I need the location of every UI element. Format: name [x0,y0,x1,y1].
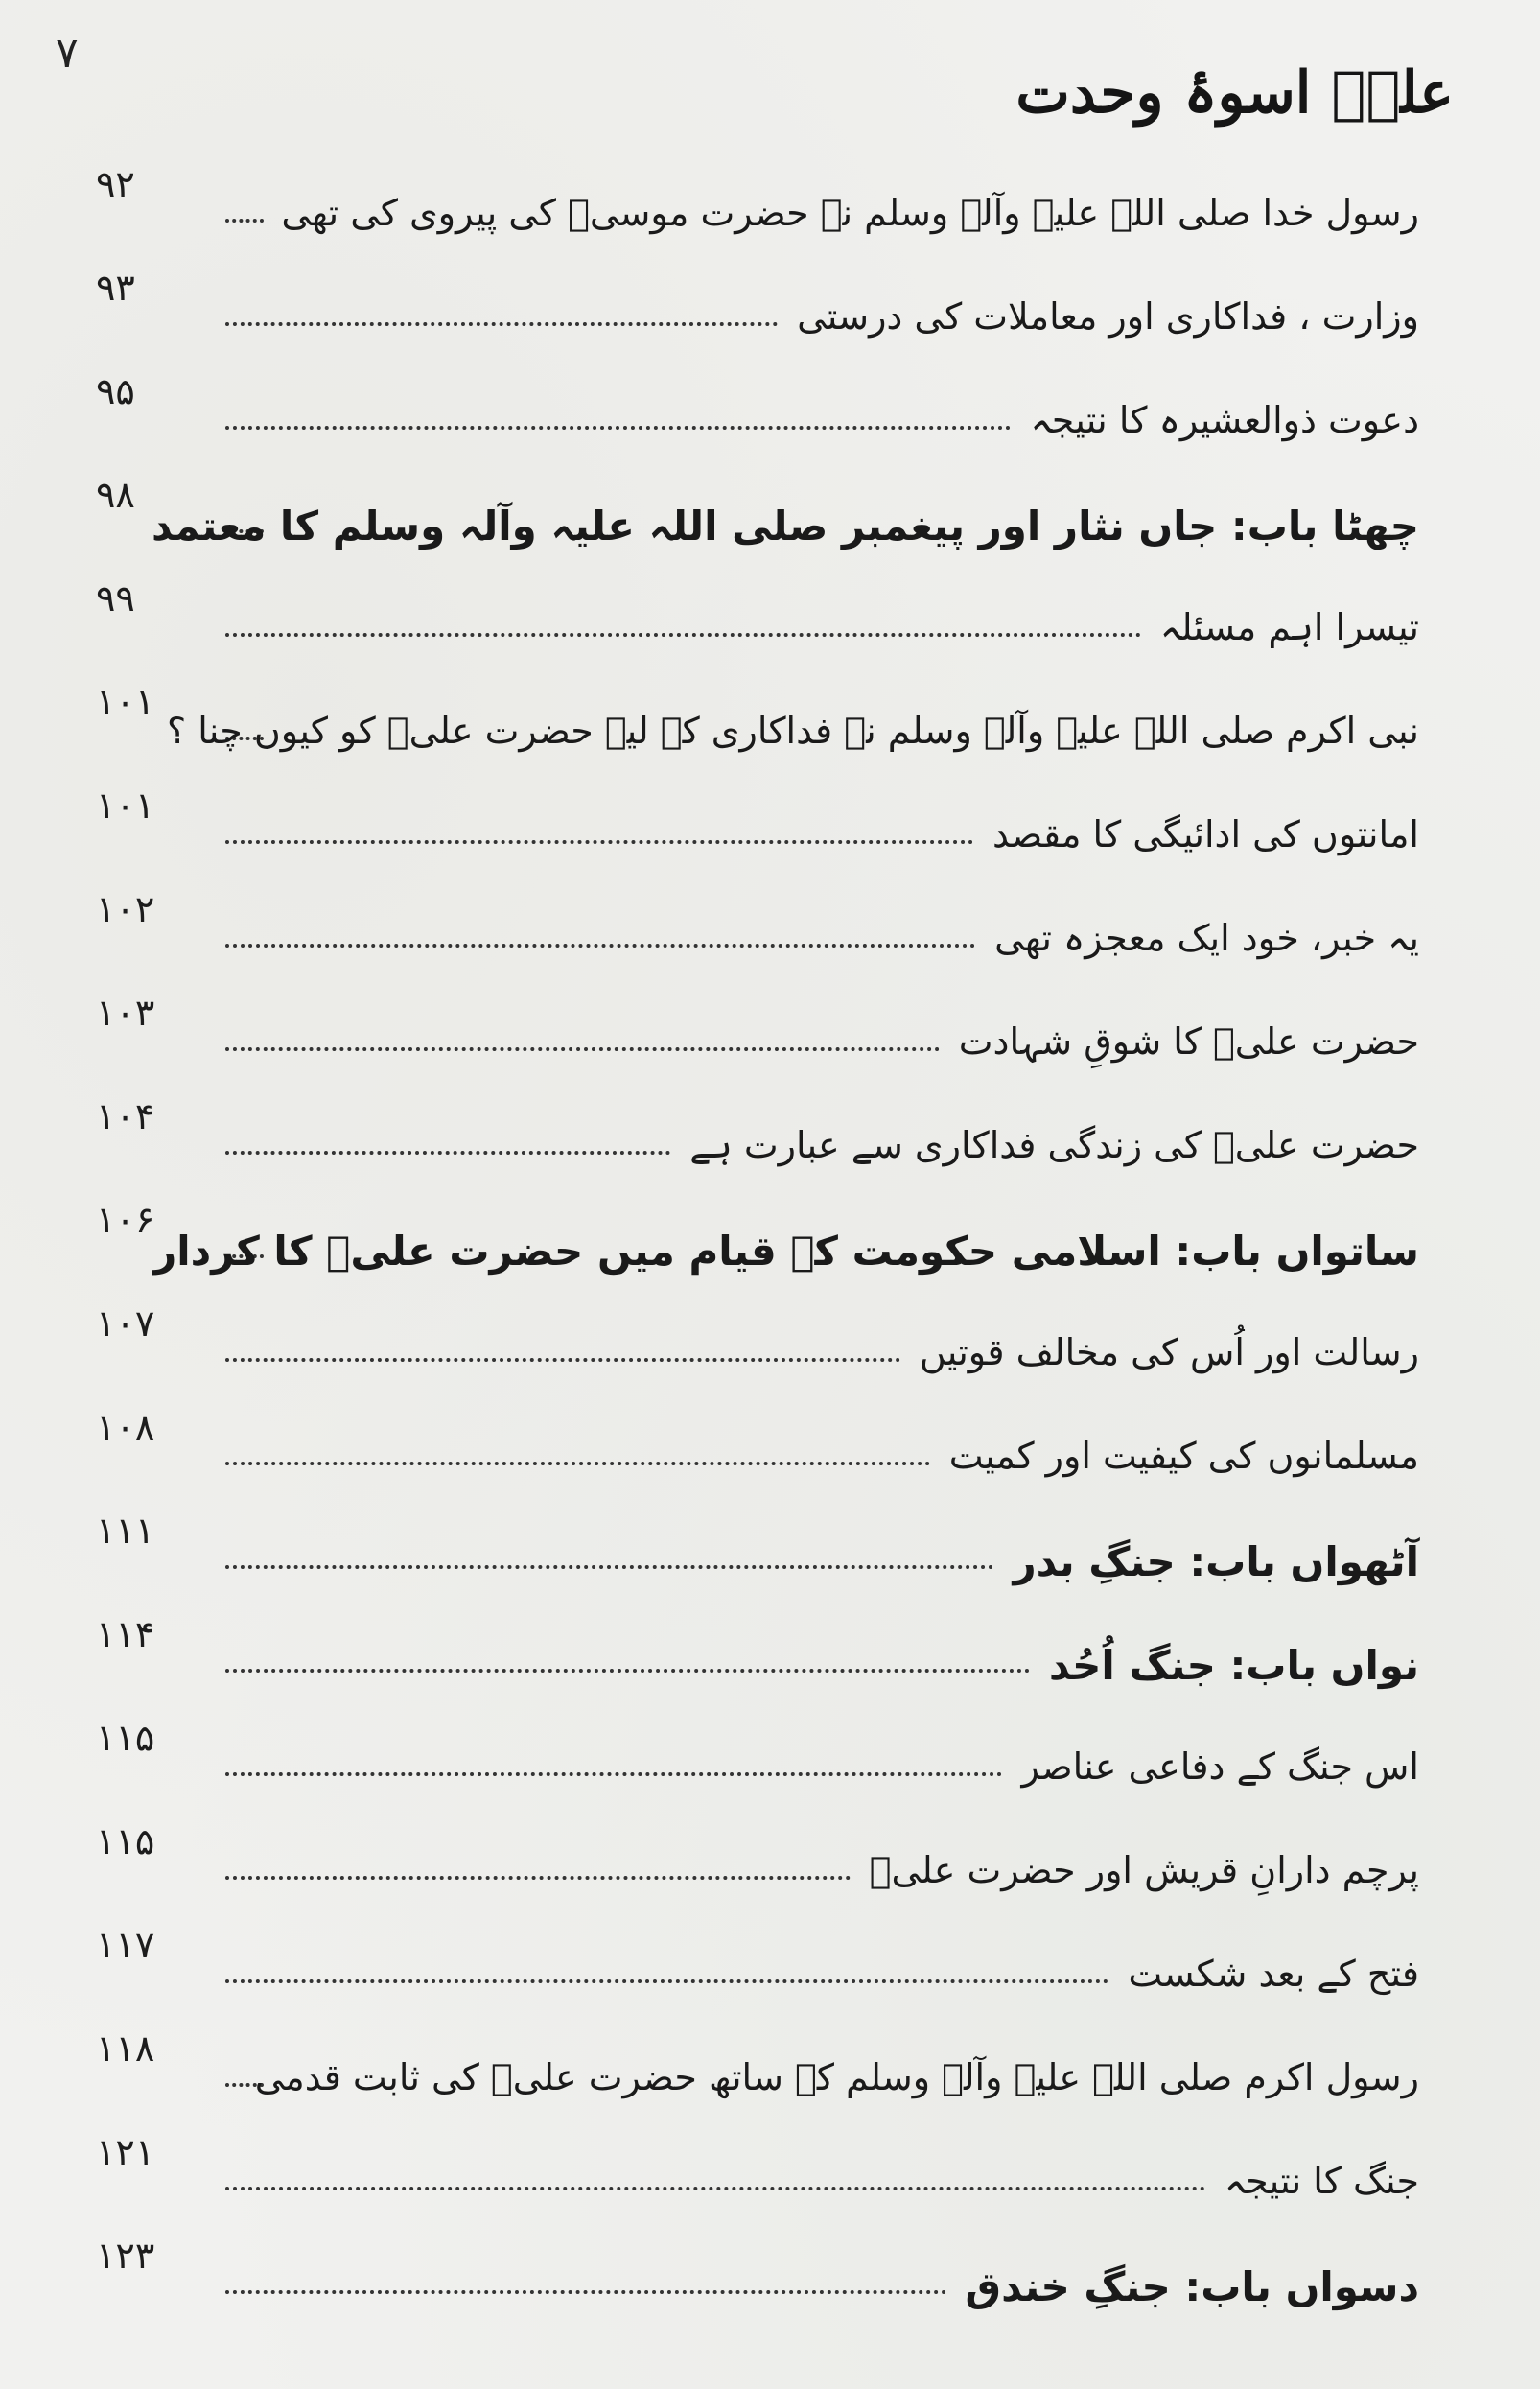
toc-page-number: ۱۰۱ [96,681,155,723]
toc-page-number: ۱۰۷ [96,1302,155,1345]
toc-entry [58,474,1419,570]
toc-entry [58,267,1419,363]
toc-chapter-title: ساتواں باب: اسلامی حکومت کے قیام میں حضرت علیؑ کا کردار [153,1228,1419,1275]
toc-page-number: ۱۰۴ [96,1095,155,1137]
toc-dot-leader [225,1876,851,1880]
toc-page-number: ۱۰۸ [96,1406,155,1448]
toc-section-title: رسول اکرم صلی اللہ علیہ وآلہ وسلم کے ساتھ حضرت علیؑ کی ثابت قدمی [254,2056,1419,2098]
toc-entry [58,1406,1419,1502]
toc-dot-leader [225,1358,900,1362]
toc-dot-leader [225,944,975,948]
running-title: علیؑ اسوۂ وحدت [1015,59,1454,127]
toc-entry [58,681,1419,777]
toc-dot-leader [225,840,973,844]
toc-page-number: ۹۳ [96,267,135,309]
toc-section-title: فتح کے بعد شکست [1128,1953,1419,1995]
toc-entry [58,1199,1419,1295]
toc-section-title: یہ خبر، خود ایک معجزہ تھی [994,917,1419,959]
toc-page-number: ۱۲۱ [96,2131,155,2173]
toc-page-number: ۱۲۳ [96,2235,155,2277]
toc-entry [58,577,1419,673]
toc-chapter-title: نواں باب: جنگ اُحُد [1048,1642,1419,1689]
toc-section-title: حضرت علیؑ کا شوقِ شہادت [958,1020,1419,1063]
toc-entry [58,2027,1419,2123]
toc-dot-leader [225,1151,670,1155]
toc-entry [58,888,1419,984]
toc-entry [58,2235,1419,2330]
toc-page-number: ۱۱۵ [96,1717,155,1759]
toc-chapter-title: آٹھواں باب: جنگِ بدر [1013,1538,1419,1585]
toc-entry [58,163,1419,259]
toc-section-title: وزارت ، فداکاری اور معاملات کی درستی [797,295,1419,338]
toc-page-number: ۱۰۶ [96,1199,155,1241]
toc-page-number: ۱۱۵ [96,1820,155,1862]
toc-dot-leader [225,1979,1108,1983]
toc-page-number: ۹۵ [96,370,135,412]
toc-dot-leader [225,219,264,223]
toc-section-title: اس جنگ کے دفاعی عناصر [1021,1745,1419,1788]
toc-chapter-title: دسواں باب: جنگِ خندق [965,2263,1419,2310]
toc-dot-leader [225,2187,1205,2190]
toc-section-title: امانتوں کی ادائیگی کا مقصد [992,813,1419,855]
toc-chapter-title: چھٹا باب: جاں نثار اور پیغمبر صلی اللہ علیہ وآلہ وسلم کا معتمد [152,503,1419,550]
toc-page-number: ۹۲ [96,163,135,205]
toc-entry [58,1820,1419,1916]
toc-section-title: رسالت اور اُس کی مخالف قوتیں [919,1331,1419,1373]
toc-dot-leader [225,1772,1002,1776]
toc-page-number: ۱۱۱ [96,1510,155,1552]
toc-dot-leader [225,426,1011,430]
toc-entry [58,2131,1419,2227]
toc-entry [58,1095,1419,1191]
toc-section-title: حضرت علیؑ کی زندگی فداکاری سے عبارت ہے [689,1124,1419,1166]
toc-section-title: رسول خدا صلی اللہ علیہ وآلہ وسلم نے حضرت موسیؑ کی پیروی کی تھی [281,192,1419,234]
toc-entry [58,992,1419,1088]
toc-dot-leader [225,1047,940,1051]
toc-entry [58,785,1419,880]
toc-entry [58,370,1419,466]
toc-section-title: پرچم دارانِ قریش اور حضرت علیؑ [869,1849,1419,1891]
toc-page-number: ۹۹ [96,577,135,620]
toc-page-number: ۱۰۲ [96,888,155,930]
toc-dot-leader [225,2290,946,2294]
toc-entry [58,1924,1419,2020]
toc-entry [58,1613,1419,1709]
toc-entry [58,1510,1419,1605]
toc-section-title: دعوت ذوالعشیرہ کا نتیجہ [1030,399,1419,441]
toc-page-number: ۱۰۳ [96,992,155,1034]
toc-page-number: ۱۰۱ [96,785,155,827]
toc-dot-leader [225,322,778,326]
toc-page-number: ۱۱۷ [96,1924,155,1966]
toc-dot-leader [225,1462,930,1465]
toc-section-title: نبی اکرم صلی اللہ علیہ وآلہ وسلم نے فداکاری کے لیے حضرت علیؑ کو کیوں چنا ؟ [166,710,1419,752]
toc-page-number: ۱۱۸ [96,2027,155,2070]
toc-entry [58,1717,1419,1813]
toc-section-title: تیسرا اہم مسئلہ [1159,606,1419,648]
toc-section-title: مسلمانوں کی کیفیت اور کمیت [948,1435,1419,1477]
toc-section-title: جنگ کا نتیجہ [1224,2160,1419,2202]
toc-dot-leader [225,633,1141,637]
toc-page-number: ۱۱۴ [96,1613,155,1655]
page-number: ۷ [56,29,79,78]
toc-entry [58,1302,1419,1398]
toc-dot-leader [225,1669,1030,1673]
toc-dot-leader [225,1565,993,1569]
toc-page-number: ۹۸ [96,474,135,516]
